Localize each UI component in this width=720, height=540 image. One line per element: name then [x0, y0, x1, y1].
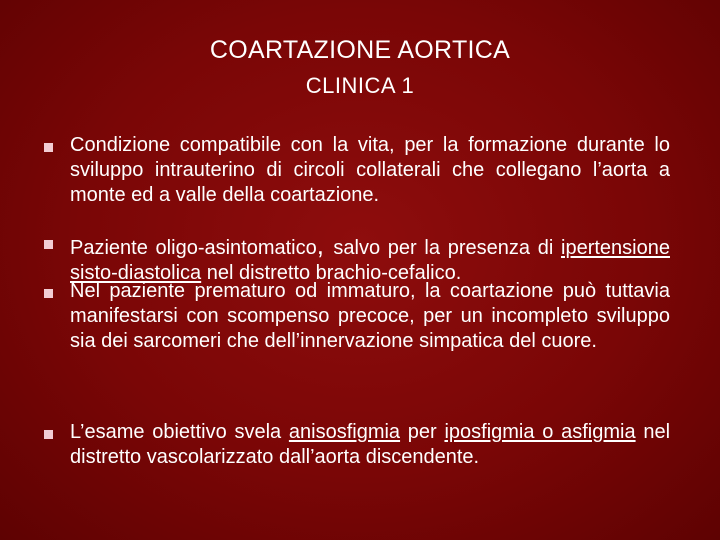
- slide-title: COARTAZIONE AORTICA: [209, 36, 511, 64]
- bullet-marker-1: [44, 143, 53, 152]
- bullet-text-3: Nel paziente prematuro od immaturo, la coartazione può tuttavia manifestarsi con scompenso precoce, per un incompleto sviluppo sia dei sarcomeri che dell’innervazione simpatica del cuore.: [70, 280, 670, 352]
- bullet-2-part-a: Paziente oligo-asintomatico: [70, 237, 317, 259]
- bullet-2-part-c: salvo per la presenza di: [333, 237, 562, 259]
- bullet-2-comma: ,: [316, 230, 334, 260]
- bullet-marker-2: [44, 240, 53, 249]
- bullet-text-4: [70, 420, 670, 470]
- bullet-marker-4: [44, 430, 53, 439]
- bullet-text-1: Condizione compatibile con la vita, per la formazione durante lo sviluppo intrauterino di circoli collaterali che collegano l’aorta a monte ed a valle della coartazione.: [70, 134, 670, 206]
- bullet-4-part-e: nel distretto vascolarizzato dall’aorta discendente.: [70, 421, 671, 468]
- bullet-4-part-c: per: [400, 421, 445, 443]
- slide-subtitle: CLINICA 1: [305, 73, 415, 98]
- bullet-2-underlined-term: ipertensione sisto-diastolica: [70, 237, 670, 284]
- bullet-4-part-a: L’esame obiettivo svela: [70, 421, 289, 443]
- bullet-marker-3: [44, 289, 53, 298]
- bullet-4-underlined-term-2: iposfigmia o asfigmia: [444, 421, 636, 443]
- bullet-4-underlined-term-1: anisosfigmia: [288, 421, 401, 443]
- bullet-2-part-e: nel distretto brachio-cefalico.: [201, 262, 462, 284]
